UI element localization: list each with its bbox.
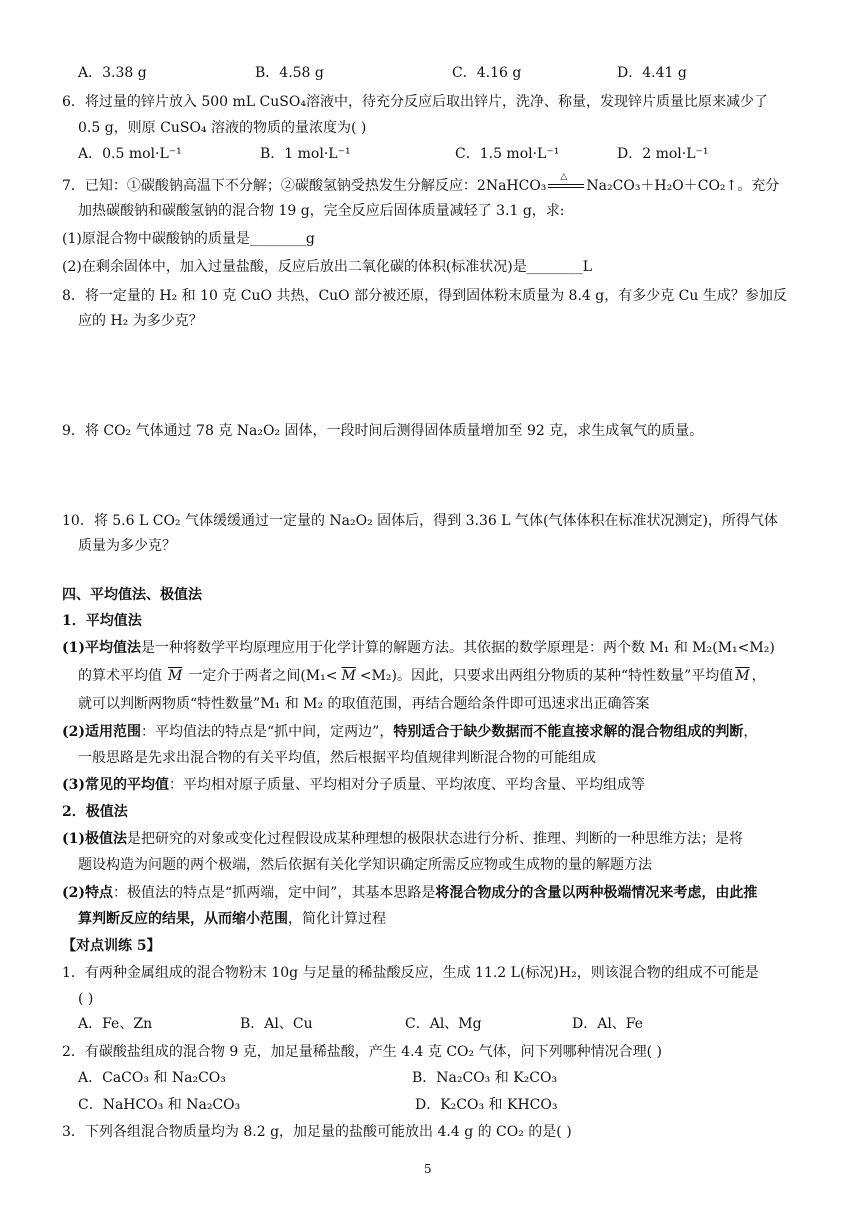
average-p1-line2 [78,666,766,686]
q5-option-c: C．4.16 g [452,65,522,81]
extreme-p1-label: (1)极值法 [62,831,127,847]
equals-double-line [548,184,584,188]
q6-option-c: C．1.5 mol·L⁻¹ [455,146,560,162]
q6-option-d: D．2 mol·L⁻¹ [617,146,709,162]
average-p1-line1 [62,638,775,658]
q7-line1-part-a: 7．已知：①碳酸钠高温下不分解；②碳酸氢钠受热发生分解反应：2NaHCO₃ [62,178,547,194]
q7-text-line2: 加热碳酸钠和碳酸氢钠的混合物 19 g，完全反应后固体质量减轻了 3.1 g，求: [78,203,565,219]
average-p1-line2-c: <M₂)。因此，只要求出两组分物质的某种“特性数量”平均值 [359,668,734,684]
page-number: 5 [424,1162,432,1176]
q10-text-line2: 质量为多少克？ [78,538,176,554]
average-p1-line2-d: ， [751,668,766,684]
average-p2-label: (2)适用范围 [62,724,141,740]
average-p1-line2-b: 一定介于两者之间(M₁< [188,668,338,684]
t5-q2-option-d: D．K₂CO₃ 和 KHCO₃ [415,1097,558,1113]
q8-text-line2: 应的 H₂ 为多少克？ [78,313,203,329]
q7-sub2: (2)在剩余固体中，加入过量盐酸，反应后放出二氧化碳的体积(标准状况)是________L [62,259,593,275]
heat-triangle-icon: △ [560,172,568,182]
average-p3-rest: ：平均相对原子质量、平均相对分子质量、平均浓度、平均含量、平均组成等 [169,777,645,793]
extreme-p2-end: ，简化计算过程 [288,911,386,927]
q5-option-b: B．4.58 g [255,65,324,81]
q8-text-line1: 8．将一定量的 H₂ 和 10 克 CuO 共热，CuO 部分被还原，得到固体粉末质量为 8.4 g，有多少克 Cu 生成？参加反 [62,288,787,304]
heat-arrow [546,172,586,196]
extreme-p1-rest: 是把研究的对象或变化过程假设成某种理想的极限状态进行分析、推理、判断的一种思维方法；是将 [127,831,743,847]
q6-option-a: A．0.5 mol·L⁻¹ [78,146,182,162]
t5-q1-option-c: C．Al、Mg [405,1016,482,1032]
subsection-extreme-title: 2．极值法 [62,804,128,820]
extreme-p1-line1 [62,829,743,849]
q6-text-line2: 0.5 g，则原 CuSO₄ 溶液的物质的量浓度为( ) [78,120,367,136]
t5-q1-line2: ( ) [78,991,94,1007]
section-heading: 四、平均值法、极值法 [62,587,202,603]
q7-sub1: (1)原混合物中碳酸钠的质量是________g [62,231,315,247]
t5-q3-line: 3．下列各组混合物质量均为 8.2 g，加足量的盐酸可能放出 4.4 g 的 CO₂ 的是( ) [62,1124,572,1140]
extreme-p2-mid: ：极值法的特点是“抓两端，定中间”，其基本思路是 [113,885,436,901]
t5-q1-option-a: A．Fe、Zn [78,1016,153,1032]
m-bar-symbol: $\overline{M}$ [341,668,356,684]
average-p3-label: (3)常见的平均值 [62,777,169,793]
t5-q1-option-b: B．Al、Cu [240,1016,313,1032]
extreme-p2-line2 [78,909,386,929]
q5-option-d: D．4.41 g [617,65,687,81]
subsection-average-title: 1．平均值法 [62,613,142,629]
t5-q2-option-b: B．Na₂CO₃ 和 K₂CO₃ [412,1070,558,1086]
q10-text-line1: 10．将 5.6 L CO₂ 气体缓缓通过一定量的 Na₂O₂ 固体后，得到 3.36 L 气体(气体体积在标准状况测定)，所得气体 [62,513,778,529]
q6-text-line1: 6．将过量的锌片放入 500 mL CuSO₄溶液中，待充分反应后取出锌片，洗净、称量，发现锌片质量比原来减少了 [62,94,768,110]
m-bar-symbol: $\overline{M}$ [168,668,183,684]
average-p2-line2: 一般思路是先求出混合物的有关平均值，然后根据平均值规律判断混合物的可能组成 [78,750,596,766]
extreme-p2-bold-cont: 算判断反应的结果，从而缩小范围 [78,911,288,927]
average-p1-line2-a: 的算术平均值 [78,668,162,684]
average-p1-label: (1)平均值法 [62,640,141,656]
t5-q2-option-a: A．CaCO₃ 和 Na₂CO₃ [78,1070,226,1086]
q7-text-line1 [62,172,780,196]
training-heading: 【对点训练 5】 [62,938,161,954]
q9-text: 9．将 CO₂ 气体通过 78 克 Na₂O₂ 固体，一段时间后测得固体质量增加至 92 克，求生成氧气的质量。 [62,423,704,439]
average-p1-line1-rest: 是一种将数学平均原理应用于化学计算的解题方法。其依据的数学原理是：两个数 M₁ 和 M₂(M₁<M₂) [141,640,775,656]
q6-option-b: B．1 mol·L⁻¹ [260,146,351,162]
m-bar-symbol: $\overline{M}$ [735,668,750,684]
extreme-p1-line2: 题设构造为问题的两个极端，然后依据有关化学知识确定所需反应物或生成物的量的解题方法 [78,857,652,873]
average-p2-bold: 特别适合于缺少数据而不能直接求解的混合物组成的判断 [393,724,744,740]
t5-q2-option-c: C．NaHCO₃ 和 Na₂CO₃ [78,1097,241,1113]
q5-option-a: A．3.38 g [78,65,147,81]
q7-line1-part-b: Na₂CO₃＋H₂O＋CO₂↑。充分 [586,178,780,194]
t5-q2-line: 2．有碳酸盐组成的混合物 9 克，加足量稀盐酸，产生 4.4 克 CO₂ 气体，问下列哪种情况合理( ) [62,1044,662,1060]
extreme-p2-bold: 将混合物成分的含量以两种极端情况来考虑，由此推 [435,885,758,901]
average-p2-end: ， [743,724,758,740]
average-p2-mid: ：平均值法的特点是“抓中间，定两边”， [141,724,394,740]
t5-q1-option-d: D．Al、Fe [572,1016,644,1032]
extreme-p2-label: (2)特点 [62,885,113,901]
average-p2-line1 [62,722,757,742]
average-p3-line [62,775,645,795]
average-p1-line3: 就可以判断两物质“特性数量”M₁ 和 M₂ 的取值范围，再结合题给条件即可迅速求出正确答案 [78,696,650,712]
extreme-p2-line1 [62,883,757,903]
t5-q1-line1: 1．有两种金属组成的混合物粉末 10g 与足量的稀盐酸反应，生成 11.2 L(标况)H₂，则该混合物的组成不可能是 [62,965,759,981]
